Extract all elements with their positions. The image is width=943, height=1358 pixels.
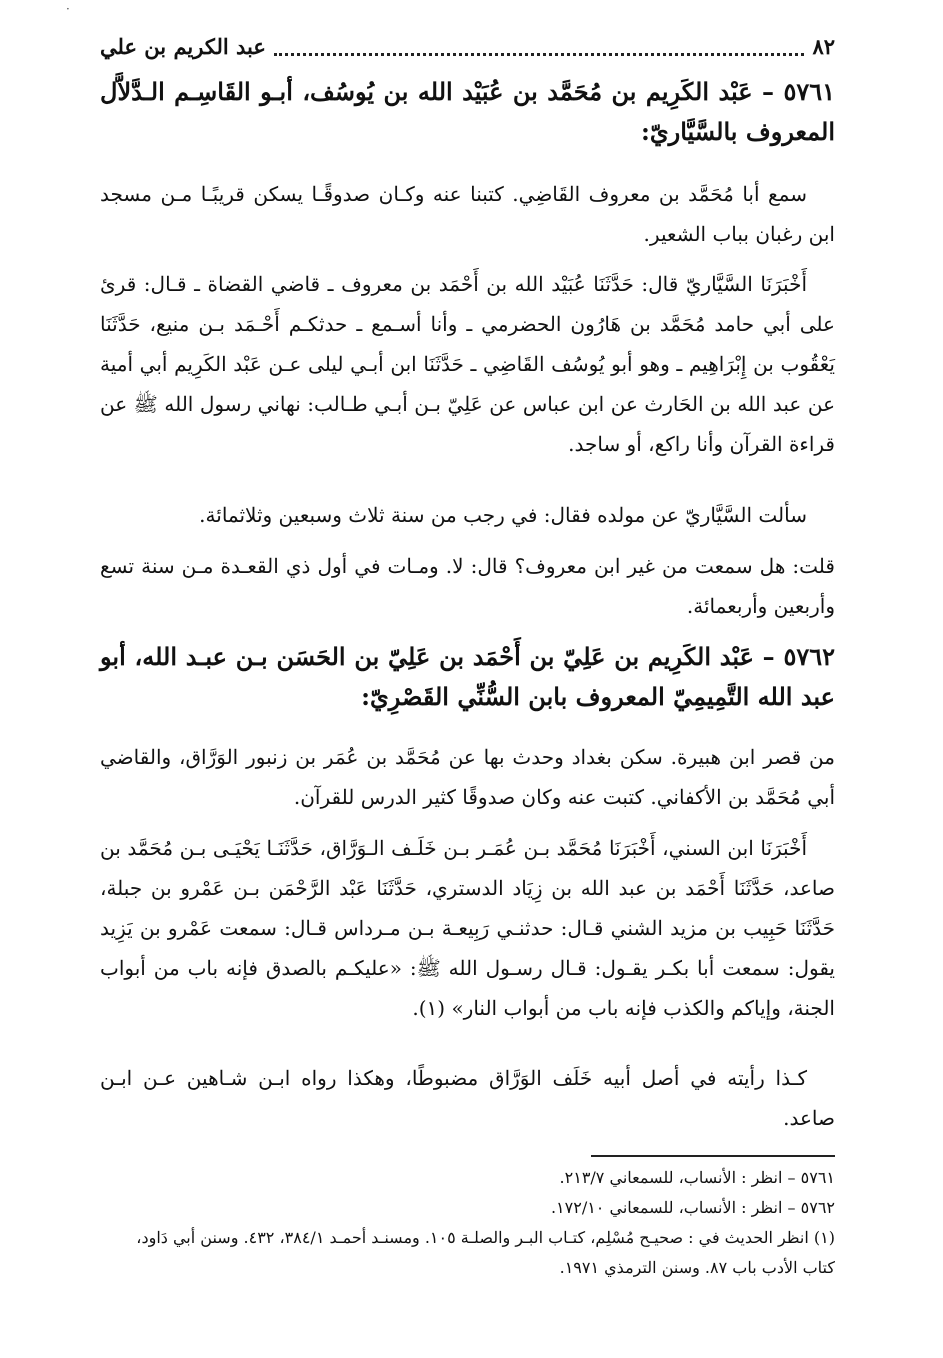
entry-heading-5762: ٥٧٦٢ – عَبْد الكَرِيم بن عَلِيّ بن أَحْمَد بن عَلِيّ بن الحَسَن بـن عبـد الله، أبو عبد الله التَّمِيمِيّ المعروف بابن السُّنِّي القَصْرِيّ: xyxy=(100,642,835,711)
footnote-5761: ٥٧٦١ – انظر : الأنساب، للسمعاني ٢١٣/٧. xyxy=(559,1168,835,1187)
entry-5761-paragraph-3: سألت السَّيَّاريّ عن مولده فقال: في رجب من سنة ثلاث وسبعين وثلاثمائة. xyxy=(199,503,807,527)
footnotes xyxy=(100,1163,835,1283)
entry-heading-5761: ٥٧٦١ – عَبْد الكَرِيم بن مُحَمَّد بن عُبَيْد الله بن يُوسُف، أبـو القَاسِـم الـدَّلاَّل المعروف بالسَّيَّاريّ: xyxy=(100,77,836,146)
footnote-separator xyxy=(591,1155,835,1157)
header-dotted-leader xyxy=(274,37,805,56)
entry-5762-paragraph-3: كـذا رأيته في أصل أبيه خَلَف الوَرَّاق مضبوطًا، وهكذا رواه ابـن شـاهين عـن ابـن صاعد. xyxy=(100,1066,835,1130)
page-header xyxy=(100,28,835,64)
entry-5761-paragraph-2: أَخْبَرَنَا السَّيَّاريّ قال: حَدَّثَنَا عُبَيْد الله بن أَحْمَد بن معروف ـ قاضي القضاة ـ قـال: قرئ على أبي حامد مُحَمَّد بن هَارُون الحضرمي ـ وأنا أسـمع ـ حدثكـم أَحْـمَد بـن منيع، حَدَّثَنَا يَعْقُوب بن إِبْرَاهِيم ـ وهو أبو يُوسُف القَاضِي ـ حَدَّثَنَا ابن أبـي ليلى عـن عَبْد الكَرِيم أبي أمية عن عبد الله بن الحَارث عن ابن عباس عن عَلِيّ بـن أبـي طـالب: نهاني رسول الله ﷺ عن قراءة القرآن وأنا راكع، أو ساجد. xyxy=(100,272,835,456)
footnote-1: (١) انظر الحديث في : صحيـح مُسْلِم، كتـاب البـر والصلـة ١٠٥. ومسنـد أحمـد ٣٨٤/١، ٤٣٢. وسنن أبي دَاود، كتاب الأدب باب ٨٧. وسنن الترمذي ١٩٧١. xyxy=(136,1228,835,1277)
entry-5761-paragraph-1: سمع أبا مُحَمَّد بن معروف القَاضِي. كتبنا عنه وكـان صدوقًـا يسكن قريبًـا مـن مسجد ابن رغبان بباب الشعير. xyxy=(100,182,835,246)
entry-5761-paragraph-4: قلت: هل سمعت من غير ابن معروف؟ قال: لا. ومـات في أول ذي القعـدة مـن سنة تسع وأربعين وأربعمائة. xyxy=(100,554,835,618)
page-number: ٨٢ xyxy=(812,33,835,59)
entry-5762-paragraph-2: أَخْبَرَنَا ابن السني، أَخْبَرَنَا مُحَمَّد بـن عُمَـر بـن خَلَـف الـوَرَّاق، حَدَّثَنَـا يَحْيَـى بـن مُحَمَّد بن صاعد، حَدَّثَنَا أَحْمَد بن عبد الله بن زِيَاد الدستري، حَدَّثَنَا عَبْد الرَّحْمَن بـن عَمْرو بن جبلة، حَدَّثَنَا حَبِيب بن مزيد الشني قـال: حدثنـي رَبِيعـة بـن مـرداس قـال: سمعت عَمْرو بن يَزِيد يقول: سمعت أبا بكـر يقـول: قـال رسـول الله ﷺ: «عليكـم بالصدق فإنه باب من أبواب الجنة، وإياكم والكذب فإنه باب من أبواب النار» (١). xyxy=(100,836,835,1020)
corner-mark: · xyxy=(66,2,70,16)
entry-5762-paragraph-1: من قصر ابن هبيرة. سكن بغداد وحدث بها عن مُحَمَّد بن عُمَر بن زنبور الوَرَّاق، والقاضي أبي مُحَمَّد بن الأكفاني. كتبت عنه وكان صدوقًا كثير الدرس للقرآن. xyxy=(100,745,835,809)
running-title: عبد الكريم بن علي xyxy=(100,33,266,59)
footnote-5762: ٥٧٦٢ – انظر : الأنساب، للسمعاني ١٧٢/١٠. xyxy=(550,1198,835,1217)
